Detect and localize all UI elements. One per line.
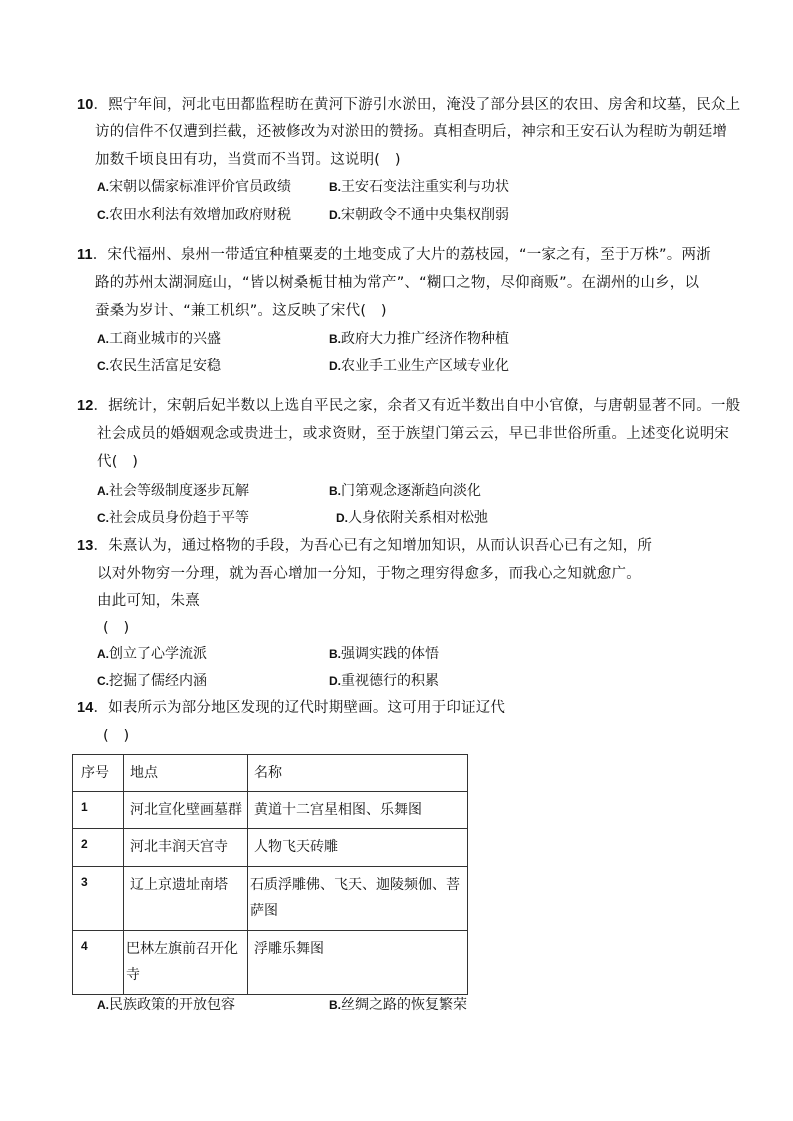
q13-option-c[interactable] bbox=[97, 674, 207, 688]
q12-line1 bbox=[77, 399, 740, 414]
table-row bbox=[73, 931, 468, 995]
option-label: B. bbox=[329, 647, 341, 661]
option-label: B. bbox=[329, 998, 341, 1012]
option-text: 王安石变法注重实利与功状 bbox=[341, 179, 509, 195]
q14-line2: ( ) bbox=[103, 728, 130, 744]
row-name: 人物飞天砖雕 bbox=[248, 829, 468, 867]
option-text: 宋朝政令不通中央集权削弱 bbox=[341, 207, 509, 223]
row-name: 浮雕乐舞图 bbox=[248, 931, 468, 995]
q10-line3: 加数千顷良田有功，当赏而不当罚。这说明( ) bbox=[95, 152, 401, 168]
q13-option-d[interactable] bbox=[329, 674, 439, 688]
row-name: 黄道十二宫星相图、乐舞图 bbox=[248, 792, 468, 829]
q13-line1-text: ．朱熹认为，通过格物的手段，为吾心已有之知增加知识，从而认识吾心已有之知，所 bbox=[93, 538, 653, 554]
option-label: A. bbox=[97, 484, 109, 498]
q13-line2: 以对外物穷一分理，就为吾心增加一分知，于物之理穷得愈多，而我心之知就愈广。 bbox=[97, 566, 641, 582]
q11-line3: 蚕桑为岁计、“兼工机织”。这反映了宋代( ) bbox=[95, 303, 387, 319]
q11-option-d[interactable] bbox=[329, 359, 509, 373]
q13-line3: 由此可知，朱熹 bbox=[97, 593, 200, 609]
mural-table bbox=[72, 754, 468, 995]
q10-line1 bbox=[77, 98, 740, 113]
q12-option-b[interactable] bbox=[329, 484, 481, 498]
q12-option-d[interactable] bbox=[336, 511, 488, 525]
option-text: 重视德行的积累 bbox=[341, 673, 439, 689]
q13-option-a[interactable] bbox=[97, 647, 207, 661]
q10-line1-text: ．熙宁年间，河北屯田都监程昉在黄河下游引水淤田，淹没了部分县区的农田、房舍和坟墓，民众上 bbox=[93, 97, 741, 113]
option-text: 社会等级制度逐步瓦解 bbox=[109, 483, 249, 499]
option-label: B. bbox=[329, 332, 341, 346]
option-label: C. bbox=[97, 511, 109, 525]
option-text: 农田水利法有效增加政府财税 bbox=[109, 207, 291, 223]
row-number: 4 bbox=[81, 939, 88, 953]
q11-option-a[interactable] bbox=[97, 332, 221, 346]
q10-option-d[interactable] bbox=[329, 208, 509, 222]
option-label: A. bbox=[97, 332, 109, 346]
header-place: 地点 bbox=[124, 755, 248, 792]
table-row bbox=[73, 792, 468, 829]
q12-line2: 社会成员的婚姻观念或贵进士，或求资财，至于族望门第云云，早已非世俗所重。上述变化说明宋 bbox=[97, 426, 730, 442]
option-label: D. bbox=[329, 208, 341, 222]
option-label: B. bbox=[329, 484, 341, 498]
q14-line1-text: ．如表所示为部分地区发现的辽代时期壁画。这可用于印证辽代 bbox=[93, 700, 506, 716]
q11-line1 bbox=[77, 248, 711, 263]
q12-option-a[interactable] bbox=[97, 484, 249, 498]
option-label: C. bbox=[97, 359, 109, 373]
q11-line2: 路的苏州太湖洞庭山，“皆以树桑栀甘柚为常产”、“糊口之物，尽仰商贩”。在湖州的山乡，以 bbox=[95, 275, 700, 291]
q11-option-b[interactable] bbox=[329, 332, 509, 346]
option-text: 门第观念逐渐趋向淡化 bbox=[341, 483, 481, 499]
option-text: 挖掘了儒经内涵 bbox=[109, 673, 207, 689]
option-text: 宋朝以儒家标准评价官员政绩 bbox=[109, 179, 291, 195]
row-number: 2 bbox=[81, 837, 88, 851]
option-label: C. bbox=[97, 208, 109, 222]
header-number: 序号 bbox=[73, 755, 124, 792]
q11-line1-text: ．宋代福州、泉州一带适宜种植粟麦的土地变成了大片的荔枝园，“一家之有，至于万株”。两浙 bbox=[92, 247, 711, 263]
q11-option-c[interactable] bbox=[97, 359, 221, 373]
header-name: 名称 bbox=[248, 755, 468, 792]
row-place: 辽上京遗址南塔 bbox=[124, 867, 248, 931]
option-text: 强调实践的体悟 bbox=[341, 646, 439, 662]
q13-option-b[interactable] bbox=[329, 647, 439, 661]
option-label: B. bbox=[329, 180, 341, 194]
table-row bbox=[73, 867, 468, 931]
option-text: 农业手工业生产区域专业化 bbox=[341, 358, 509, 374]
option-label: D. bbox=[336, 511, 348, 525]
option-label: D. bbox=[329, 359, 341, 373]
q14-option-b[interactable] bbox=[329, 998, 467, 1012]
row-place: 河北丰润天宫寺 bbox=[124, 829, 248, 867]
q10-option-c[interactable] bbox=[97, 208, 291, 222]
row-number: 1 bbox=[81, 800, 88, 814]
table-row bbox=[73, 829, 468, 867]
q12-option-c[interactable] bbox=[97, 511, 249, 525]
q10-option-a[interactable] bbox=[97, 180, 291, 194]
row-name: 石质浮雕佛、飞天、迦陵频伽、菩萨图 bbox=[248, 867, 468, 931]
q14-number: 14 bbox=[77, 700, 94, 716]
option-text: 民族政策的开放包容 bbox=[109, 997, 235, 1013]
option-text: 人身依附关系相对松弛 bbox=[348, 510, 488, 526]
q10-number: 10 bbox=[77, 97, 94, 113]
q10-line2: 访的信件不仅遭到拦截，还被修改为对淤田的赞扬。真相查明后，神宗和王安石认为程昉为朝廷增 bbox=[95, 124, 728, 140]
option-label: D. bbox=[329, 674, 341, 688]
q13-number: 13 bbox=[77, 538, 94, 554]
q11-number: 11 bbox=[77, 247, 93, 263]
q13-line1 bbox=[77, 539, 652, 554]
option-label: C. bbox=[97, 674, 109, 688]
q12-line3: 代( ) bbox=[97, 454, 139, 470]
q12-line1-text: ．据统计，宋朝后妃半数以上选自平民之家，余者又有近半数出自中小官僚，与唐朝显著不同。一般 bbox=[93, 398, 741, 414]
option-text: 农民生活富足安稳 bbox=[109, 358, 221, 374]
row-number: 3 bbox=[81, 875, 88, 889]
option-text: 创立了心学流派 bbox=[109, 646, 207, 662]
q14-line1 bbox=[77, 701, 505, 716]
q14-option-a[interactable] bbox=[97, 998, 235, 1012]
q10-option-b[interactable] bbox=[329, 180, 509, 194]
table-header-row bbox=[73, 755, 468, 792]
option-text: 政府大力推广经济作物种植 bbox=[341, 331, 509, 347]
option-label: A. bbox=[97, 180, 109, 194]
option-text: 工商业城市的兴盛 bbox=[109, 331, 221, 347]
option-text: 社会成员身份趋于平等 bbox=[109, 510, 249, 526]
row-place: 巴林左旗前召开化寺 bbox=[124, 931, 248, 995]
option-text: 丝绸之路的恢复繁荣 bbox=[341, 997, 467, 1013]
row-place: 河北宣化壁画墓群 bbox=[124, 792, 248, 829]
q12-number: 12 bbox=[77, 398, 94, 414]
q13-line4: ( ) bbox=[103, 620, 130, 636]
option-label: A. bbox=[97, 998, 109, 1012]
option-label: A. bbox=[97, 647, 109, 661]
